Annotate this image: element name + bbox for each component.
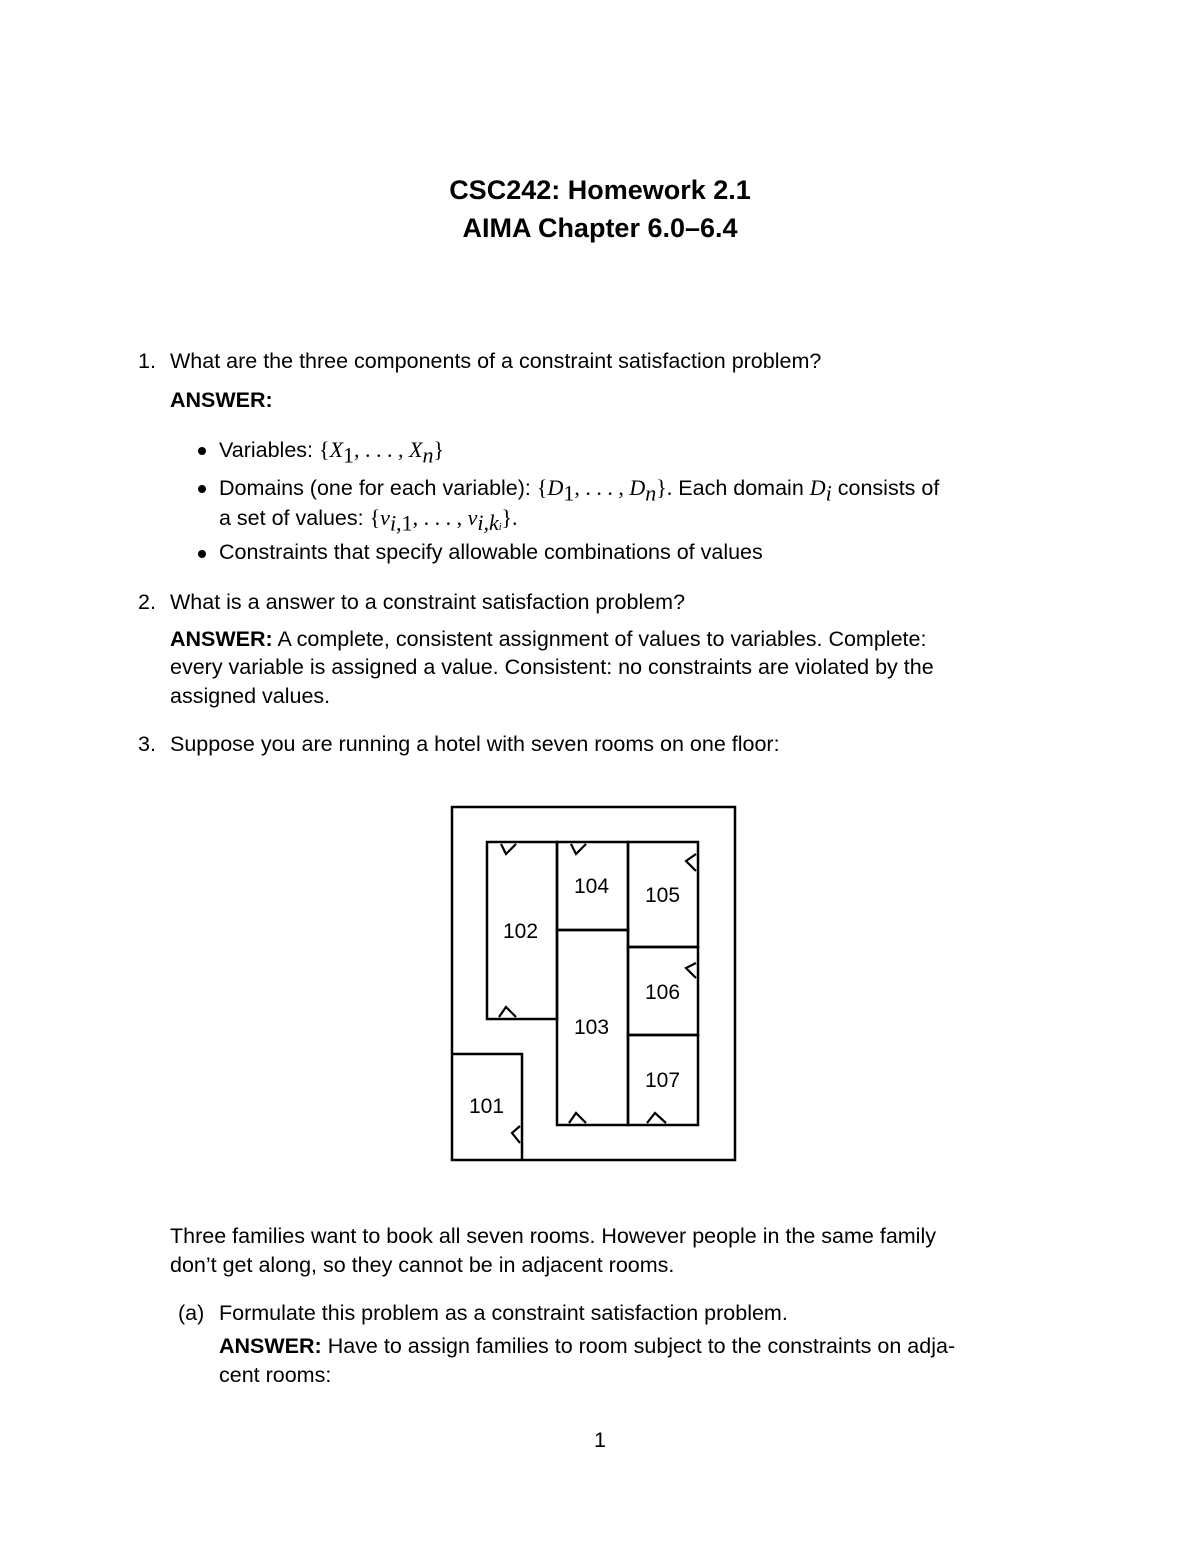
bullet-icon: [198, 485, 206, 493]
question-1-text: What are the three components of a constraint satisfaction problem?: [170, 349, 822, 373]
question-2-answer-line1: ANSWER: A complete, consistent assignment of values to variables. Complete:: [170, 627, 927, 651]
bullet-domains-line2: a set of values: {$v_{i,1}$, . . . , $v_{i,ki}$}.: [219, 505, 518, 536]
door-icon: [686, 963, 696, 978]
page-subtitle: AIMA Chapter 6.0–6.4: [462, 213, 738, 243]
question-2-number: 2.: [138, 590, 156, 614]
question-3-paragraph-line2: don’t get along, so they cannot be in adjacent rooms.: [170, 1253, 675, 1277]
room-label-103: 103: [574, 1016, 610, 1039]
page-title: CSC242: Homework 2.1: [449, 175, 751, 205]
question-1-answer-label: ANSWER:: [170, 388, 273, 412]
question-2-text: What is a answer to a constraint satisfaction problem?: [170, 590, 686, 614]
question-3-paragraph-line1: Three families want to book all seven rooms. However people in the same family: [170, 1224, 936, 1248]
door-icon: [647, 1113, 666, 1123]
room-label-101: 101: [469, 1095, 505, 1118]
part-a-label: (a): [178, 1301, 205, 1325]
door-icon: [501, 844, 516, 854]
door-icon: [686, 854, 696, 871]
question-2-answer-line3: assigned values.: [170, 684, 331, 708]
question-2-answer-line2: every variable is assigned a value. Consistent: no constraints are violated by the: [170, 655, 934, 679]
part-a-answer-line1: ANSWER: Have to assign families to room subject to the constraints on adja-: [219, 1334, 956, 1358]
bullet-icon: [198, 550, 206, 558]
room-label-105: 105: [645, 884, 681, 907]
bullet-constraints: Constraints that specify allowable combinations of values: [219, 540, 763, 564]
door-icon: [499, 1007, 516, 1017]
part-a-answer-line2: cent rooms:: [219, 1363, 332, 1387]
question-1-number: 1.: [138, 349, 156, 373]
bullet-domains: Domains (one for each variable): {$D_1$, . . . , $D_n$}. Each domain $D_i$ consists of: [219, 475, 940, 506]
door-icon: [512, 1126, 520, 1143]
room-label-107: 107: [645, 1069, 681, 1092]
page-number: 1: [594, 1428, 606, 1452]
room-label-106: 106: [645, 981, 681, 1004]
door-icon: [571, 844, 586, 854]
bullet-variables: Variables: {$X_1$, . . . , $X_n$}: [219, 437, 445, 468]
hotel-floor-plan: [448, 803, 740, 1165]
part-a-text: Formulate this problem as a constraint satisfaction problem.: [219, 1301, 788, 1325]
question-3-text: Suppose you are running a hotel with seven rooms on one floor:: [170, 732, 780, 756]
room-label-104: 104: [574, 875, 610, 898]
room-label-102: 102: [503, 920, 539, 943]
door-icon: [569, 1113, 586, 1123]
bullet-icon: [198, 447, 206, 455]
question-3-number: 3.: [138, 732, 156, 756]
